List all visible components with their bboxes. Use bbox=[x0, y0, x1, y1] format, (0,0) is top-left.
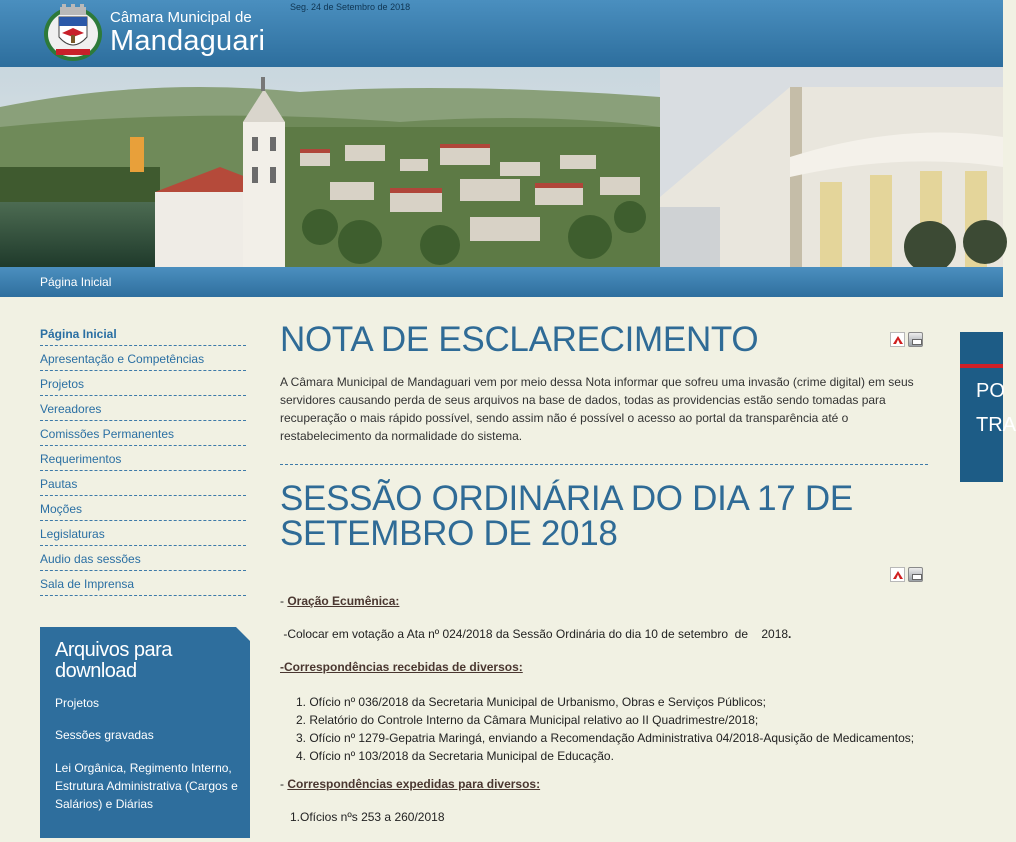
expedidas-label: Correspondências expedidas para diversos: bbox=[287, 777, 541, 791]
print-icon[interactable] bbox=[908, 567, 923, 582]
sidebar-item-projetos[interactable] bbox=[40, 371, 246, 396]
article-body-nota: A Câmara Municipal de Mandaguari vem por meio dessa Nota informar que sofreu uma invasão (crime digital) em seus servidores causando perda de seus arquivos na base de dados, todas as providencias estão sendo tomadas para recuperação o mais rápido possível, sendo assim não é possível o acesso ao portal da transparência até o restabelecimento da normalidade do sistema. bbox=[280, 375, 914, 443]
promo-stripe bbox=[960, 364, 1003, 368]
city-coat-of-arms-logo[interactable] bbox=[42, 3, 104, 63]
ata-text: -Colocar em votação a Ata nº 024/2018 da Sessão Ordinária do dia 10 de setembro de 2018 bbox=[280, 627, 789, 641]
site-name-line1: Câmara Municipal de bbox=[110, 9, 252, 26]
print-icon[interactable] bbox=[908, 332, 923, 347]
dash-prefix: - bbox=[280, 594, 288, 608]
recebidas-list bbox=[296, 693, 914, 765]
downloads-title: Arquivos para download bbox=[55, 639, 172, 682]
sidebar-item-label[interactable]: Sala de Imprensa bbox=[40, 577, 135, 591]
sidebar-menu bbox=[40, 321, 246, 596]
sidebar-item-label[interactable]: Requerimentos bbox=[40, 452, 122, 466]
sidebar-item-vereadores[interactable] bbox=[40, 396, 246, 421]
site-header bbox=[0, 0, 1003, 67]
article-title-sessao[interactable]: SESSÃO ORDINÁRIA DO DIA 17 DE SETEMBRO DE 2018 bbox=[280, 479, 853, 553]
ata-end: . bbox=[788, 627, 792, 641]
sidebar-item-label[interactable]: Audio das sessões bbox=[40, 552, 141, 566]
section-expedidas bbox=[280, 777, 540, 791]
side-promo-banner[interactable] bbox=[960, 332, 1016, 482]
download-link-projetos[interactable]: Projetos bbox=[55, 696, 100, 710]
nav-home-link[interactable]: Página Inicial bbox=[40, 275, 112, 289]
sidebar-item-mocoes[interactable] bbox=[40, 496, 246, 521]
sidebar-item-label[interactable]: Comissões Permanentes bbox=[40, 427, 175, 441]
sidebar-item-label[interactable]: Vereadores bbox=[40, 402, 102, 416]
sidebar-item-label[interactable]: Apresentação e Competências bbox=[40, 352, 205, 366]
sidebar-item-label[interactable]: Moções bbox=[40, 502, 83, 516]
article-tools bbox=[890, 567, 923, 582]
section-recebidas bbox=[280, 660, 523, 674]
sidebar-item-apresentacao[interactable] bbox=[40, 346, 246, 371]
current-date: Seg. 24 de Setembro de 2018 bbox=[290, 2, 411, 12]
promo-text-line1: PO bbox=[976, 380, 1005, 402]
sidebar-item-pagina-inicial[interactable] bbox=[40, 321, 246, 346]
sidebar-item-pautas[interactable] bbox=[40, 471, 246, 496]
site-name-line2[interactable]: Mandaguari bbox=[110, 25, 266, 57]
download-link-lei-organica[interactable]: Lei Orgânica, Regimento Interno, Estrutura Administrativa (Cargos e Salários) e Diárias bbox=[55, 761, 238, 811]
sidebar-item-label[interactable]: Projetos bbox=[40, 377, 85, 391]
article-divider bbox=[280, 464, 928, 465]
sidebar-item-label[interactable]: Página Inicial bbox=[40, 327, 117, 341]
corner-fold-decoration bbox=[236, 627, 250, 641]
ata-line bbox=[280, 627, 791, 641]
sidebar-item-comissoes[interactable] bbox=[40, 421, 246, 446]
article-title-nota[interactable]: NOTA DE ESCLARECIMENTO bbox=[280, 320, 759, 359]
city-banner-image bbox=[0, 67, 1003, 267]
pdf-icon[interactable] bbox=[890, 332, 905, 347]
article-tools bbox=[890, 332, 923, 347]
list-item: 1. Ofício nº 036/2018 da Secretaria Municipal de Urbanismo, Obras e Serviços Públicos; bbox=[296, 695, 766, 709]
downloads-box bbox=[40, 627, 250, 838]
sidebar-item-sala-imprensa[interactable] bbox=[40, 571, 246, 596]
pdf-icon[interactable] bbox=[890, 567, 905, 582]
list-item: 2. Relatório do Controle Interno da Câmara Municipal relativo ao II Quadrimestre/2018; bbox=[296, 713, 759, 727]
oracao-label: Oração Ecumênica: bbox=[287, 594, 400, 608]
sidebar-item-label[interactable]: Legislaturas bbox=[40, 527, 105, 541]
sidebar-item-legislaturas[interactable] bbox=[40, 521, 246, 546]
sidebar-item-requerimentos[interactable] bbox=[40, 446, 246, 471]
list-item: 3. Ofício nº 1279-Gepatria Maringá, enviando a Recomendação Administrativa 04/2018-Aqusição de Medicamentos; bbox=[296, 731, 915, 745]
top-nav-bar bbox=[0, 267, 1003, 297]
promo-text-line2: TRA bbox=[976, 414, 1016, 436]
dash-prefix: - bbox=[280, 777, 288, 791]
expedidas-line: 1.Ofícios nºs 253 a 260/2018 bbox=[280, 810, 445, 824]
section-oracao bbox=[280, 594, 399, 608]
sidebar-item-label[interactable]: Pautas bbox=[40, 477, 78, 491]
recebidas-label: -Correspondências recebidas de diversos: bbox=[280, 660, 523, 674]
download-link-sessoes-gravadas[interactable]: Sessões gravadas bbox=[55, 728, 154, 742]
list-item: 4. Ofício nº 103/2018 da Secretaria Municipal de Educação. bbox=[296, 749, 614, 763]
sidebar-item-audio-sessoes[interactable] bbox=[40, 546, 246, 571]
